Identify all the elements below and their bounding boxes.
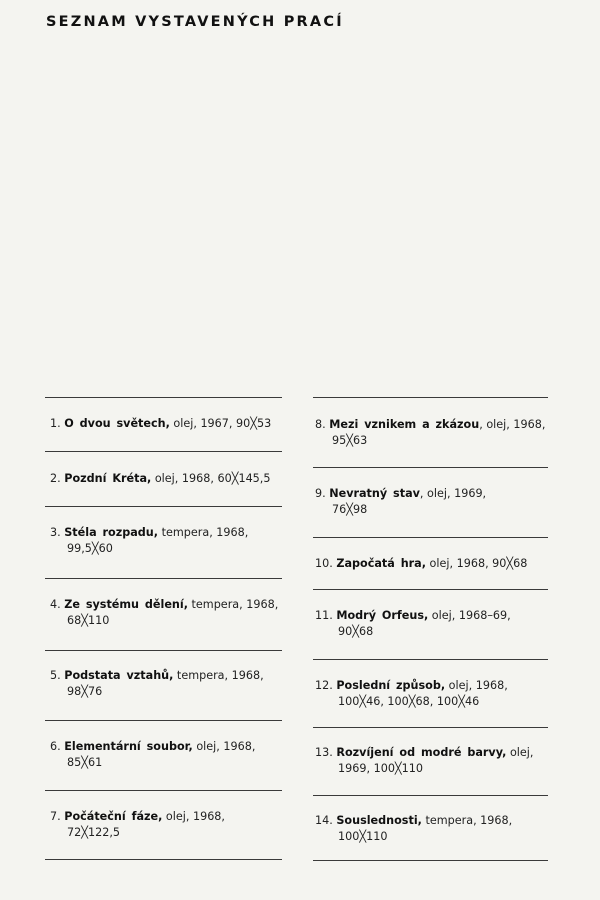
- work-dimensions: 76╳98: [332, 503, 368, 516]
- work-details: , olej, 1969,: [419, 487, 487, 500]
- work-number: 4.: [50, 598, 61, 611]
- work-title: O dvou světech,: [64, 417, 170, 430]
- work-title: Podstata vztahů,: [64, 669, 174, 682]
- work-dimensions: 68╳110: [67, 614, 110, 627]
- divider: [45, 859, 282, 860]
- divider: [313, 795, 548, 796]
- work-title: Modrý Orfeus,: [336, 609, 429, 622]
- work-details: olej, 1968–69,: [428, 609, 511, 622]
- work-title: Poslední způsob,: [336, 679, 446, 692]
- work-number: 6.: [50, 740, 61, 753]
- work-number: 14.: [315, 814, 333, 827]
- work-dimensions: 98╳76: [67, 685, 103, 698]
- work-number: 12.: [315, 679, 333, 692]
- work-entry-9: [315, 486, 555, 518]
- divider: [313, 589, 548, 590]
- work-title: Pozdní Kréta,: [64, 472, 152, 485]
- work-entry-11: [315, 608, 555, 640]
- divider: [313, 467, 548, 468]
- work-title: Elementární soubor,: [64, 740, 193, 753]
- work-entry-13: [315, 745, 555, 777]
- work-number: 2.: [50, 472, 61, 485]
- divider: [45, 397, 282, 398]
- work-title: Nevratný stav: [329, 487, 420, 500]
- work-title: Ze systému dělení,: [64, 598, 188, 611]
- work-number: 1.: [50, 417, 61, 430]
- work-title: Stéla rozpadu,: [64, 526, 159, 539]
- work-details: tempera, 1968,: [187, 598, 279, 611]
- work-details: olej, 1968,: [445, 679, 508, 692]
- work-number: 5.: [50, 669, 61, 682]
- work-number: 3.: [50, 526, 61, 539]
- work-details: tempera, 1968,: [421, 814, 513, 827]
- work-number: 8.: [315, 418, 326, 431]
- work-entry-6: [50, 739, 290, 771]
- work-details: olej, 1968,: [162, 810, 225, 823]
- work-details: olej, 1968, 90╳68: [425, 557, 528, 570]
- divider: [313, 397, 548, 398]
- work-entry-1: [50, 416, 290, 432]
- work-number: 7.: [50, 810, 61, 823]
- work-title: Souslednosti,: [336, 814, 422, 827]
- work-details: , olej, 1968,: [479, 418, 546, 431]
- work-dimensions: 100╳110: [338, 830, 388, 843]
- work-number: 13.: [315, 746, 333, 759]
- work-dimensions: 90╳68: [338, 625, 374, 638]
- work-entry-8: [315, 417, 555, 449]
- work-title: Rozvíjení od modré barvy,: [336, 746, 507, 759]
- work-entry-4: [50, 597, 290, 629]
- work-number: 10.: [315, 557, 333, 570]
- divider: [45, 720, 282, 721]
- work-entry-10: [315, 556, 555, 572]
- divider: [45, 578, 282, 579]
- work-details: tempera, 1968,: [173, 669, 264, 682]
- work-entry-7: [50, 809, 290, 841]
- work-details: tempera, 1968,: [158, 526, 249, 539]
- divider: [313, 659, 548, 660]
- work-dimensions: 95╳63: [332, 434, 368, 447]
- work-title: Započatá hra,: [336, 557, 426, 570]
- work-entry-2: [50, 471, 290, 487]
- work-details: olej, 1967, 90╳53: [169, 417, 272, 430]
- divider: [45, 790, 282, 791]
- work-title: Počáteční fáze,: [64, 810, 163, 823]
- divider: [313, 860, 548, 861]
- work-number: 9.: [315, 487, 326, 500]
- work-details: olej, 1968, 60╳145,5: [151, 472, 271, 485]
- work-details: olej,: [506, 746, 534, 759]
- work-entry-12: [315, 678, 555, 710]
- work-details: olej, 1968,: [192, 740, 256, 753]
- work-dimensions: 85╳61: [67, 756, 103, 769]
- divider: [45, 506, 282, 507]
- work-dimensions: 1969, 100╳110: [338, 762, 424, 775]
- page-title: SEZNAM VYSTAVENÝCH PRACÍ: [46, 14, 344, 30]
- work-entry-3: [50, 525, 290, 557]
- work-dimensions: 99,5╳60: [67, 542, 113, 555]
- work-entry-5: [50, 668, 290, 700]
- divider: [45, 650, 282, 651]
- divider: [313, 727, 548, 728]
- divider: [45, 451, 282, 452]
- work-dimensions: 100╳46, 100╳68, 100╳46: [338, 695, 480, 708]
- work-number: 11.: [315, 609, 333, 622]
- work-title: Mezi vznikem a zkázou: [329, 418, 480, 431]
- divider: [313, 537, 548, 538]
- work-dimensions: 72╳122,5: [67, 826, 120, 839]
- work-entry-14: [315, 813, 555, 845]
